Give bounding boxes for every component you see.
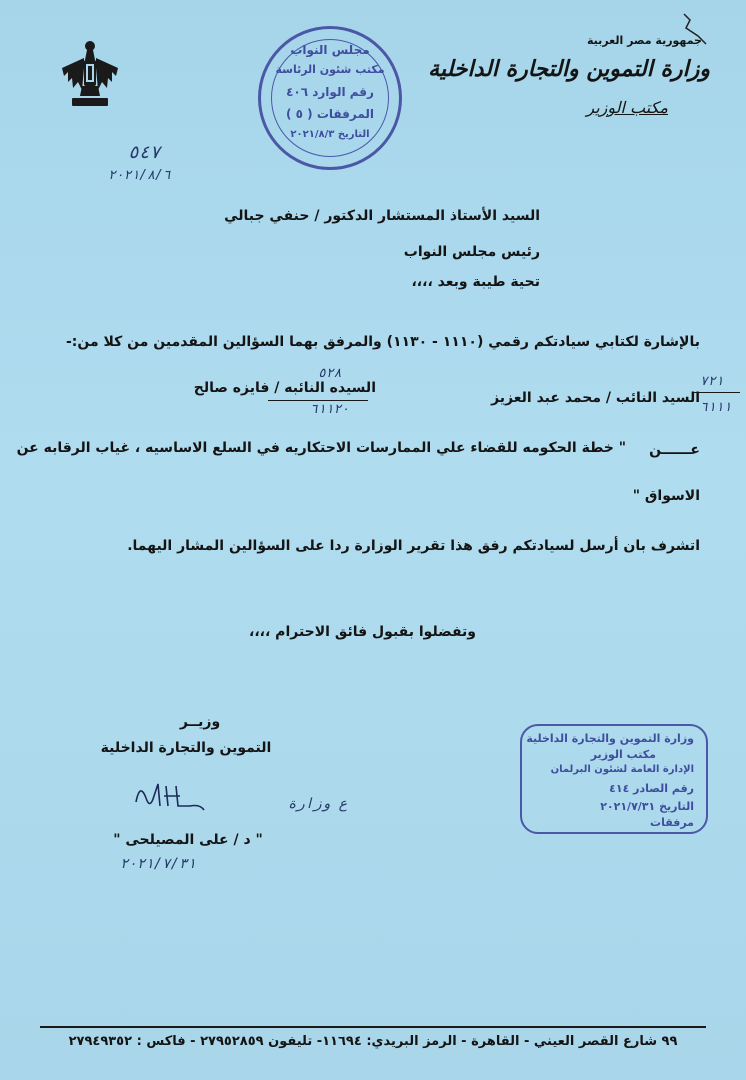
stamp-line: رقم الصادر ٤١٤ [609,782,694,795]
about-text: " خطة الحكومه للقضاء علي الممارسات الاحتكاريه في السلع الاساسيه ، غياب الرقابه عن [16,440,626,456]
underline-mark [268,400,368,401]
stamp-line: مكتب شئون الرئاسة [275,63,385,76]
signature-icon [130,776,210,816]
handwritten-ref: ٦١١١ [700,400,732,415]
signatory-name: " د / على المصيلحى " [113,832,263,848]
office-name: مكتب الوزير [586,98,668,117]
stamp-line: مجلس النواب [290,43,370,57]
body-paragraph: اتشرف بان أرسل لسيادتكم رفق هذا تقرير الوزارة ردا على السؤالين المشار اليهما. [127,538,700,554]
eagle-emblem-icon [60,38,120,110]
signatory-title: وزيــر [179,714,221,730]
stamp-line: وزارة التموين والتجارة الداخلية [526,732,694,745]
handwritten-number: ٥٤٧ [128,142,161,163]
about-text-continued: الاسواق " [632,488,700,504]
signature-date: ٢٠٢١/٧/٣١ [120,856,196,872]
stamp-line: الإدارة العامة لشئون البرلمان [550,764,694,775]
handwritten-date: ٢٠٢١/٨/٦ [108,168,171,183]
stamp-line: مكتب الوزير [590,748,656,761]
signatory-ministry: التموين والتجارة الداخلية [100,740,272,756]
recipient-line: السيد الأستاذ المستشار الدكتور / حنفي جبالي [224,208,540,224]
republic-name: جمهورية مصر العربية [587,34,702,47]
ministry-name: وزارة التموين والتجارة الداخلية [428,56,710,82]
ministry-stamp [520,724,708,834]
greeting: تحية طيبة وبعد ،،،، [411,274,540,290]
stamp-line: التاريخ ٢٠٢١/٧/٣١ [600,800,694,813]
closing-line: وتفضلوا بقبول فائق الاحترام ،،،، [249,624,476,640]
parliament-stamp [258,26,402,170]
reference-paragraph: بالإشارة لكتابي سيادتكم رقمي (١١١٠ - ١١٣٠) والمرفق بهما السؤالين المقدمين من كلا من:- [65,334,700,350]
stamp-line: المرفقات ( ٥ ) [285,107,375,121]
about-prefix: عــــــن [649,442,700,458]
footer-address: ٩٩ شارع القصر العيني - القاهرة - الرمز البريدي: ١١٦٩٤- تليفون ٢٧٩٥٢٨٥٩ - فاكس : ٢٧٩٤٩٣٥٢ [68,1034,678,1049]
underline-mark [694,392,740,393]
handwritten-ref: ٧٢١ [700,374,724,389]
recipient-title: رئيس مجلس النواب [403,244,540,260]
handwritten-ref: ٦١١٢٠ [310,402,350,417]
stamp-line: التاريخ ٢٠٢١/٨/٣ [290,129,370,140]
stamp-line: مرفقات [650,816,694,829]
mp-name-1: السيد النائب / محمد عبد العزيز [491,390,700,406]
handwritten-ref: ٥٢٨ [318,366,342,381]
footer-divider [40,1026,706,1028]
handwritten-mark-icon [676,10,716,50]
handwritten-note: ع وزارة [288,796,348,812]
mp-name-2: السيده النائبه / فايزه صالح [193,380,376,396]
stamp-line: رقم الوارد ٤٠٦ [286,85,374,99]
